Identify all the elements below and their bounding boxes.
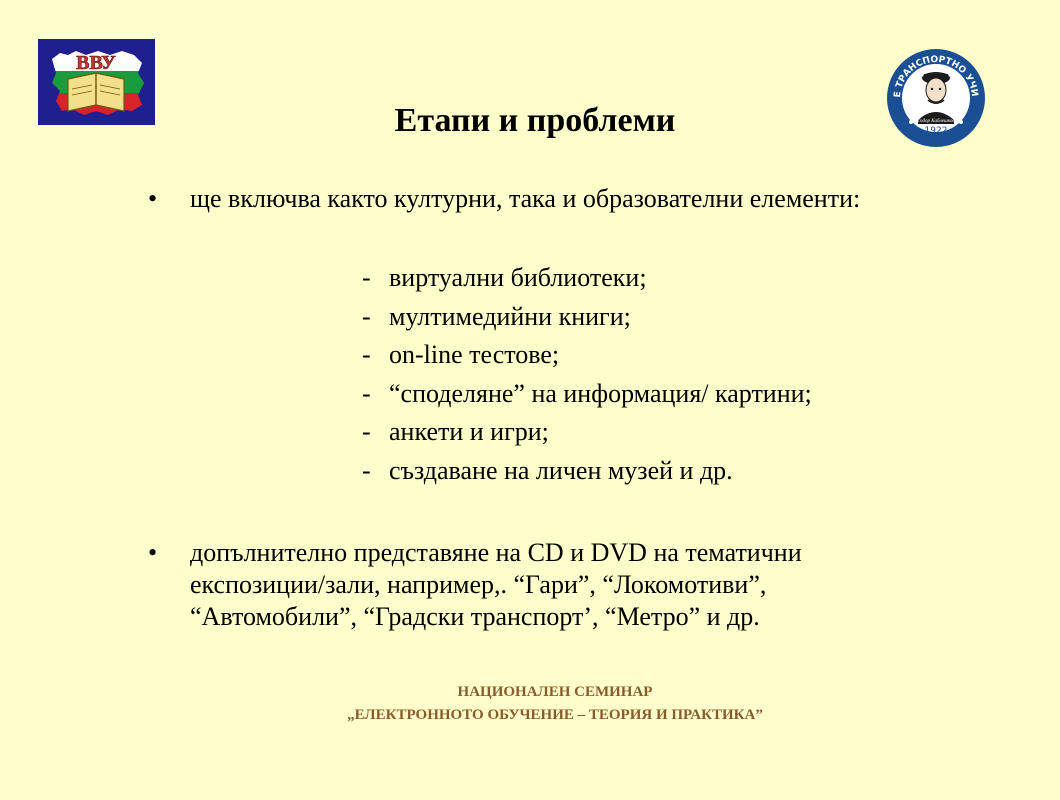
seal-year: 1922	[924, 126, 948, 136]
dash-marker: -	[362, 455, 371, 485]
bullet-text-line: експозиции/зали, например,. “Гари”, “Локомотиви”,	[190, 570, 767, 599]
dash-marker: -	[362, 378, 371, 408]
sub-list-item	[362, 262, 812, 301]
sub-list	[362, 262, 812, 493]
dash-marker: -	[362, 301, 371, 331]
sub-item-text: анкети и игри;	[389, 417, 549, 446]
logo-lettering: ВВУ	[76, 52, 116, 74]
bullet-text: ще включва както културни, така и образователни елементи:	[190, 184, 861, 213]
footer-seminar-name: НАЦИОНАЛЕН СЕМИНАР	[457, 684, 653, 700]
seal-ring-text: Е ТРАНСПОРТНО УЧИ	[892, 54, 980, 98]
bullet-symbol: •	[148, 538, 158, 567]
sub-list-item	[362, 339, 812, 378]
sub-item-text: виртуални библиотеки;	[389, 263, 647, 292]
bullet-text-line: “Автомобили”, “Градски транспорт’, “Метро” и др.	[190, 602, 760, 631]
sub-list-item	[362, 378, 812, 417]
slide-title: Етапи и проблеми	[394, 102, 676, 139]
sub-list-item	[362, 455, 812, 494]
sub-list-item	[362, 416, 812, 455]
dash-marker: -	[362, 340, 371, 369]
dash-marker: -	[362, 263, 371, 292]
bullet-symbol: •	[148, 184, 158, 213]
bullet-text-line: допълнително представяне на CD и DVD на тематични	[190, 538, 802, 567]
footer-seminar-subtitle: „ЕЛЕКТРОННОТО ОБУЧЕНИЕ – ТЕОРИЯ И ПРАКТИКА”	[347, 707, 763, 723]
sub-item-text: създаване на личен музей и др.	[389, 455, 733, 485]
sub-list-item	[362, 301, 812, 340]
dash-marker: -	[362, 417, 371, 446]
sub-item-text: мултимедийни книги;	[389, 301, 631, 331]
sub-item-text: on-line тестове;	[389, 340, 560, 369]
seal-signature: Тодор Каблешков	[917, 119, 955, 124]
sub-item-text: “споделяне” на информация/ картини;	[389, 378, 812, 408]
